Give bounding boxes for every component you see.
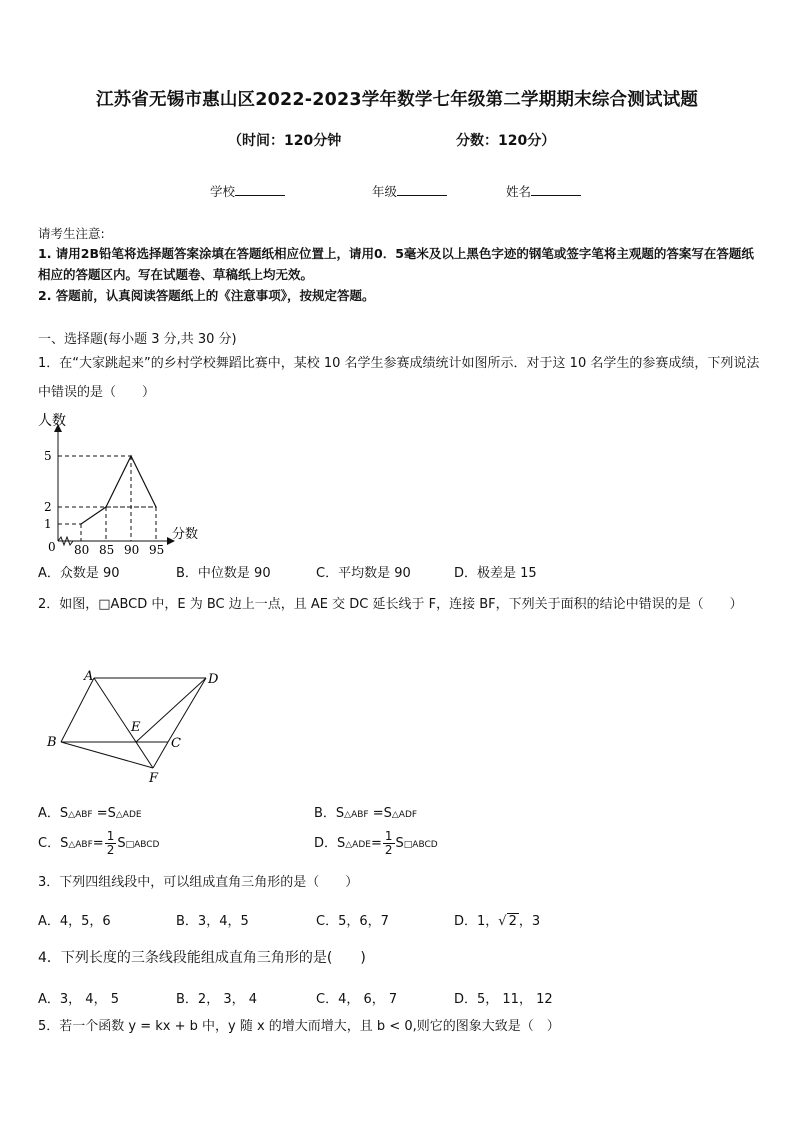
school-label: 学校 [210,184,236,199]
q2-b-sub1: △ABF [344,810,369,820]
page-title: 江苏省无锡市惠山区2022-2023学年数学七年级第二学期期末综合测试试题 [95,90,699,110]
origin-label: 0 [48,540,56,554]
vertex-a-label: A [84,669,94,684]
point-e-label: E [131,720,141,735]
q2-c-s: S [117,836,126,851]
score-chart [38,408,218,558]
q2-d-fraction [383,830,395,857]
data-point-80 [80,523,82,525]
segment-dc [168,678,206,742]
school-field [210,182,285,200]
y-tick-label-5: 5 [44,449,52,463]
x-tick-label-90: 90 [124,543,140,557]
q2-c-num: 1 [106,829,115,843]
vertex-d-label: D [208,672,219,687]
grade-label: 年级 [372,184,398,199]
q1-option-b[interactable]: B．中位数是 90 [176,566,271,581]
series-line [81,456,156,524]
q2-d-den: 2 [384,843,393,857]
segment-ed [136,678,206,742]
q2-a-prefix: A．S [38,806,69,821]
q2-d-sub2: □ABCD [403,840,438,850]
q2-c-prefix: C．S [38,836,69,851]
q4-option-d[interactable]: D．5， 11， 12 [454,992,553,1007]
section-heading: 一、选择题(每小题 3 分,共 30 分) [38,332,237,347]
sqrt-icon: √ [498,914,507,929]
y-axis-label: 人数 [38,413,66,429]
question-2: 2．如图，□ABCD 中，E 为 BC 边上一点，且 AE 交 DC 延长线于 F，连接 BF，下列关于面积的结论中错误的是（ ） [38,597,743,612]
q2-c-sub2: □ABCD [125,840,160,850]
q2-option-d[interactable] [314,830,438,857]
q1-option-a[interactable]: A．众数是 90 [38,566,120,581]
q2-c-sub1: △ABF [68,840,93,850]
q2-d-mid: = [370,836,382,851]
segment-ab [61,678,94,742]
q2-c-den: 2 [106,843,115,857]
q2-b-mid: =S [368,806,392,821]
note-item-1: 1. 请用2B铅笔将选择题答案涂填在答题纸相应位置上，请用0．5毫米及以上黑色字迹的钢笔或签字笔将主观题的答案写在答题纸相应的答题区内。写在试题卷、草稿纸上均无效。 [38,246,754,282]
data-point-95 [155,506,157,508]
notes-heading: 请考生注意: [38,226,105,241]
q4-option-a[interactable]: A．3， 4， 5 [38,992,119,1007]
q2-d-prefix: D．S [314,836,346,851]
q2-a-sub1: △ABF [68,810,93,820]
vertex-b-label: B [47,735,57,750]
exam-score: 分数：120分） [456,133,556,149]
question-4: 4．下列长度的三条线段能组成直角三角形的是( ) [38,950,366,966]
exam-time: （时间：120分钟 [228,133,342,149]
q1-option-d[interactable]: D．极差是 15 [454,566,537,581]
q2-a-sub2: △ADE [115,810,142,820]
parallelogram-figure [40,668,230,788]
q2-c-fraction [105,830,117,857]
y-tick-label-1: 1 [44,517,52,531]
q3-option-c[interactable]: C．5，6，7 [316,914,389,929]
point-f-label: F [149,771,159,786]
grade-field [372,182,447,200]
q3-option-d[interactable] [454,910,540,929]
name-blank[interactable] [531,183,581,196]
name-label: 姓名 [506,184,532,199]
q4-option-b[interactable]: B．2， 3， 4 [176,992,257,1007]
segment-af [94,678,153,768]
school-blank[interactable] [235,183,285,196]
x-tick-label-95: 95 [149,543,165,557]
segment-bf [61,742,153,768]
q2-d-s: S [395,836,404,851]
question-5: 5．若一个函数 y = kx + b 中，y 随 x 的增大而增大，且 b < 0,则它的图象大致是（ ） [38,1019,560,1034]
q3-d-radicand: 2 [508,914,517,929]
q2-b-prefix: B．S [314,806,345,821]
q3-option-b[interactable]: B．3，4，5 [176,914,249,929]
q2-option-c[interactable] [38,830,159,857]
q3-d-pre: D．1， [454,914,499,929]
name-field [506,182,581,200]
q2-option-b[interactable] [314,802,417,821]
q3-option-a[interactable]: A．4，5，6 [38,914,111,929]
data-point-85 [105,506,107,508]
q2-d-sub1: △ADE [345,840,371,850]
data-point-90 [130,455,132,457]
q2-d-num: 1 [384,829,393,843]
x-axis-label: 分数 [172,527,199,542]
q2-a-mid: =S [92,806,116,821]
q3-d-post: ，3 [518,914,541,929]
x-tick-label-80: 80 [74,543,90,557]
guide-lines [58,456,156,541]
x-tick-label-85: 85 [99,543,115,557]
question-1: 1．在“大家跳起来”的乡村学校舞蹈比赛中，某校 10 名学生参赛成绩统计如图所示．对于这 10 名学生的参赛成绩，下列说法中错误的是（ ） [38,356,760,400]
segment-cf [153,742,168,768]
grade-blank[interactable] [397,183,447,196]
q4-option-c[interactable]: C．4， 6， 7 [316,992,398,1007]
q2-b-sub2: △ADF [391,810,418,820]
y-tick-label-2: 2 [44,500,52,514]
q1-option-c[interactable]: C．平均数是 90 [316,566,411,581]
note-item-2: 2. 答题前，认真阅读答题纸上的《注意事项》，按规定答题。 [38,288,375,303]
q2-c-mid: = [92,836,104,851]
q2-option-a[interactable] [38,802,142,821]
vertex-c-label: C [171,736,181,751]
question-3: 3．下列四组线段中，可以组成直角三角形的是（ ） [38,875,359,890]
